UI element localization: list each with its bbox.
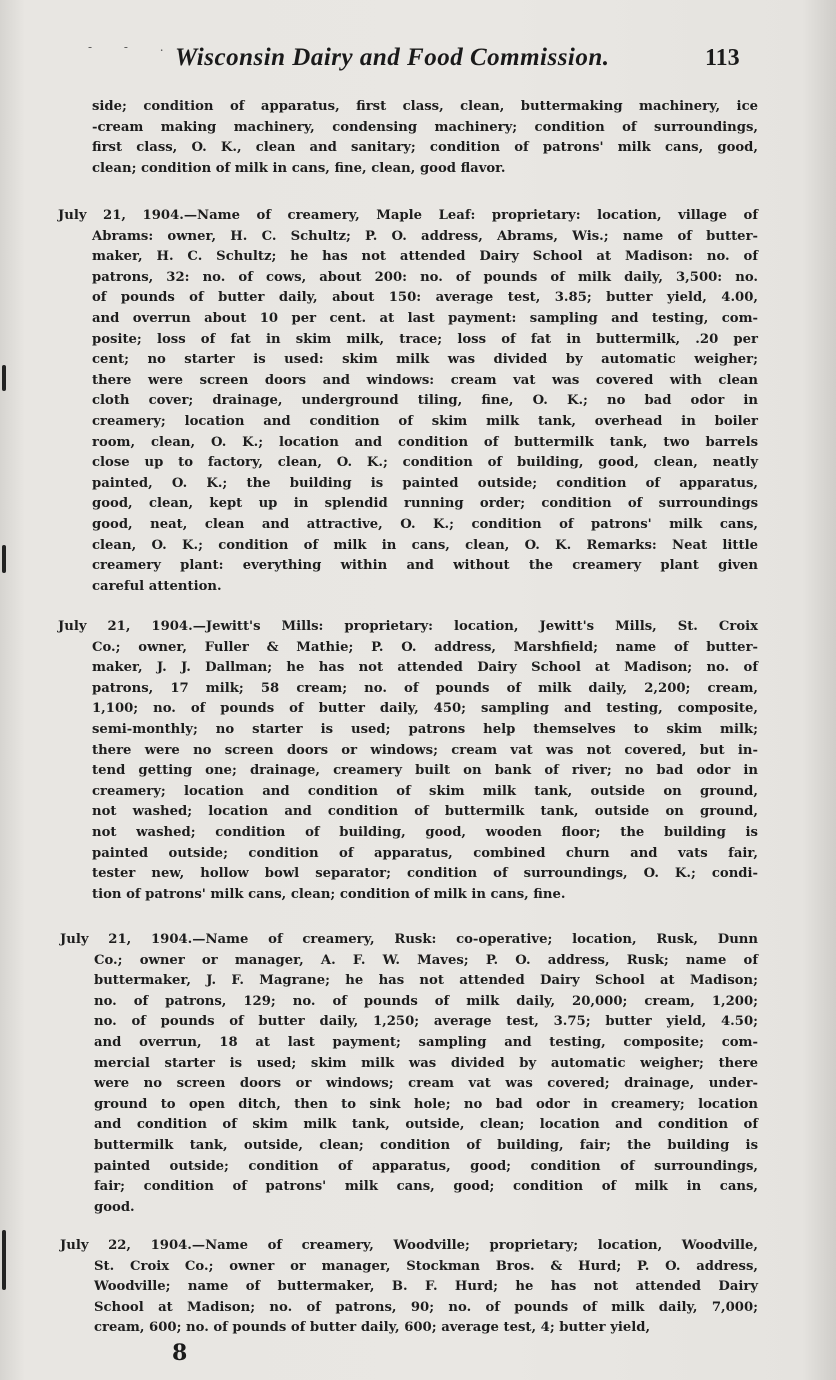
text-line: cloth cover; drainage, underground tiling, fine, O. K.; no bad odor in xyxy=(92,393,758,409)
text-line: -cream making machinery, condensing machinery; condition of surroundings, xyxy=(92,119,758,135)
text-line: creamery plant: everything within and without the creamery plant given xyxy=(92,558,758,574)
left-edge-binding-mark xyxy=(2,1230,6,1290)
text-line: painted, O. K.; the building is painted outside; condition of apparatus, xyxy=(92,475,758,491)
left-edge-binding-mark xyxy=(2,545,6,573)
text-line: ground to open ditch, then to sink hole; no bad odor in creamery; location xyxy=(94,1096,758,1112)
text-line: of pounds of butter daily, about 150: average test, 3.85; butter yield, 4.00, xyxy=(92,290,758,306)
text-line: tend getting one; drainage, creamery built on bank of river; no bad odor in xyxy=(92,763,758,779)
text-line: patrons, 17 milk; 58 cream; no. of pounds of milk daily, 2,200; cream, xyxy=(92,680,758,696)
text-line: first class, O. K., clean and sanitary; condition of patrons' milk cans, good, xyxy=(92,140,758,156)
text-line: and condition of skim milk tank, outside, clean; location and condition of xyxy=(94,1117,758,1133)
page-number: 113 xyxy=(705,45,740,71)
report-entry-maple-leaf xyxy=(58,206,758,597)
signature-mark: 8 xyxy=(172,1340,188,1366)
text-line: no. of pounds of butter daily, 1,250; average test, 3.75; butter yield, 4.50; xyxy=(94,1014,758,1030)
header-ticks: - - . xyxy=(88,40,178,54)
report-entry-jewitts-mills xyxy=(58,617,758,905)
text-line: creamery; location and condition of skim milk tank, outside on ground, xyxy=(92,783,758,799)
text-line: not washed; condition of building, good, wooden floor; the building is xyxy=(92,824,758,840)
text-line: painted outside; condition of apparatus, good; condition of surroundings, xyxy=(94,1158,758,1174)
text-line: room, clean, O. K.; location and condition of buttermilk tank, two barrels xyxy=(92,434,758,450)
text-line: good, clean, kept up in splendid running order; condition of surroundings xyxy=(92,496,758,512)
text-line: buttermaker, J. F. Magrane; he has not attended Dairy School at Madison; xyxy=(94,973,758,989)
text-line: mercial starter is used; skim milk was divided by automatic weigher; there xyxy=(94,1055,758,1071)
text-line: patrons, 32: no. of cows, about 200: no. of pounds of milk daily, 3,500: no. xyxy=(92,269,758,285)
text-line: cream, 600; no. of pounds of butter daily, 600; average test, 4; butter yield, xyxy=(94,1320,651,1336)
text-line: St. Croix Co.; owner or manager, Stockman Bros. & Hurd; P. O. address, xyxy=(94,1258,758,1274)
text-line: there were no screen doors or windows; cream vat was not covered, but in- xyxy=(92,742,758,758)
text-line: and overrun about 10 per cent. at last payment: sampling and testing, com- xyxy=(92,310,758,326)
text-line: buttermilk tank, outside, clean; condition of building, fair; the building is xyxy=(94,1137,758,1153)
text-line: Co.; owner, Fuller & Mathie; P. O. address, Marshfield; name of butter- xyxy=(92,639,758,655)
text-line: tion of patrons' milk cans, clean; condition of milk in cans, fine. xyxy=(92,886,566,902)
text-line: there were screen doors and windows: cream vat was covered with clean xyxy=(92,372,758,388)
text-line: July 22, 1904.—Name of creamery, Woodville; proprietary; location, Woodville, xyxy=(60,1238,758,1253)
text-line: Woodville; name of buttermaker, B. F. Hurd; he has not attended Dairy xyxy=(94,1279,758,1295)
text-line: careful attention. xyxy=(92,578,222,594)
text-line: Abrams: owner, H. C. Schultz; P. O. address, Abrams, Wis.; name of butter- xyxy=(92,228,758,244)
text-line: maker, J. J. Dallman; he has not attended Dairy School at Madison; no. of xyxy=(92,660,758,676)
text-line: semi-monthly; no starter is used; patrons help themselves to skim milk; xyxy=(92,721,758,737)
text-line: good, neat, clean and attractive, O. K.; condition of patrons' milk cans, xyxy=(92,516,758,532)
text-line: fair; condition of patrons' milk cans, good; condition of milk in cans, xyxy=(94,1179,758,1195)
text-line: close up to factory, clean, O. K.; condition of building, good, clean, neatly xyxy=(92,455,758,471)
text-line: cent; no starter is used: skim milk was divided by automatic weigher; xyxy=(92,352,758,368)
text-line: good. xyxy=(94,1199,135,1215)
text-line: July 21, 1904.—Jewitt's Mills: proprietary: location, Jewitt's Mills, St. Croix xyxy=(58,619,758,634)
report-paragraph-continuation xyxy=(92,97,758,179)
text-line: tester new, hollow bowl separator; condition of surroundings, O. K.; condi- xyxy=(92,866,758,882)
text-line: and overrun, 18 at last payment; sampling and testing, composite; com- xyxy=(94,1034,758,1050)
text-line: creamery; location and condition of skim milk tank, overhead in boiler xyxy=(92,413,758,429)
text-line: 1,100; no. of pounds of butter daily, 450; sampling and testing, composite, xyxy=(92,701,758,717)
text-line: no. of patrons, 129; no. of pounds of milk daily, 20,000; cream, 1,200; xyxy=(94,993,758,1009)
text-line: were no screen doors or windows; cream vat was covered; drainage, under- xyxy=(94,1076,758,1092)
text-line: July 21, 1904.—Name of creamery, Maple Leaf: proprietary: location, village of xyxy=(58,208,758,223)
text-line: clean; condition of milk in cans, fine, clean, good flavor. xyxy=(92,160,506,176)
text-line: School at Madison; no. of patrons, 90; no. of pounds of milk daily, 7,000; xyxy=(94,1299,758,1315)
report-entry-rusk xyxy=(60,930,758,1218)
text-line: Co.; owner or manager, A. F. W. Maves; P. O. address, Rusk; name of xyxy=(94,952,758,968)
text-line: side; condition of apparatus, first class, clean, buttermaking machinery, ice xyxy=(92,99,758,114)
text-line: painted outside; condition of apparatus, combined churn and vats fair, xyxy=(92,845,758,861)
left-edge-binding-mark xyxy=(2,365,6,391)
text-line: not washed; location and condition of buttermilk tank, outside on ground, xyxy=(92,804,758,820)
report-entry-woodville xyxy=(60,1236,758,1339)
text-line: posite; loss of fat in skim milk, trace; loss of fat in buttermilk, .20 per xyxy=(92,331,758,347)
text-line: maker, H. C. Schultz; he has not attended Dairy School at Madison: no. of xyxy=(92,249,758,265)
text-line: July 21, 1904.—Name of creamery, Rusk: co-operative; location, Rusk, Dunn xyxy=(60,932,758,947)
page-header-title: Wisconsin Dairy and Food Commission. xyxy=(175,44,610,71)
text-line: clean, O. K.; condition of milk in cans, clean, O. K. Remarks: Neat little xyxy=(92,537,758,553)
